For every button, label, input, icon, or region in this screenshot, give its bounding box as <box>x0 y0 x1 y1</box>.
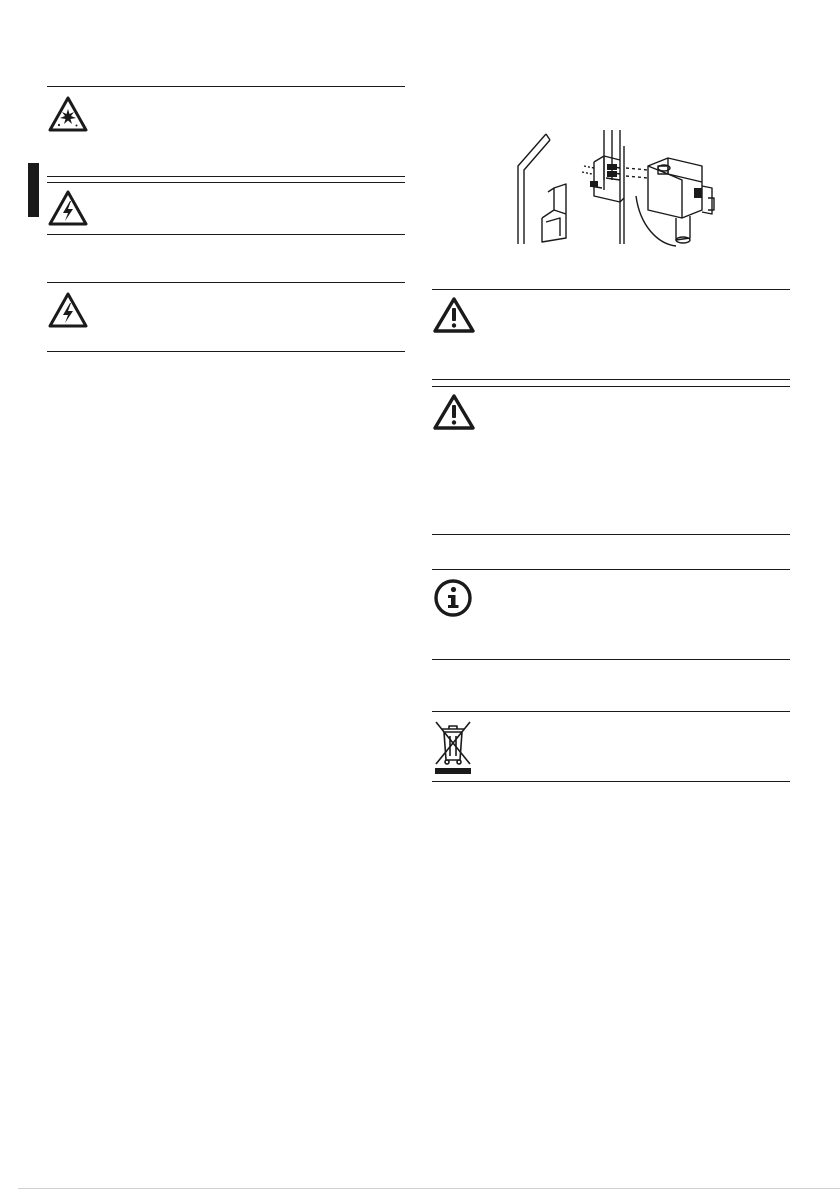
explosion-warning-icon <box>48 96 88 132</box>
notice-top-rule <box>432 569 790 570</box>
notice-bottom-rule <box>432 659 790 660</box>
valve-assembly-diagram <box>508 126 738 250</box>
weee-crossed-bin-icon <box>432 718 474 776</box>
notice-bottom-rule <box>432 781 790 782</box>
notice-top-rule <box>432 289 790 290</box>
notice-bottom-rule <box>432 534 790 535</box>
notice-top-rule <box>47 86 405 87</box>
general-warning-icon <box>433 297 475 333</box>
section-tab-marker <box>28 163 39 217</box>
general-warning-icon <box>433 394 475 430</box>
notice-divider-rule <box>432 379 790 380</box>
notice-divider-rule <box>47 176 405 177</box>
information-icon <box>433 578 473 618</box>
notice-bottom-rule <box>47 234 405 235</box>
electric-shock-warning-icon <box>48 292 88 328</box>
notice-top-rule <box>47 182 405 183</box>
notice-bottom-rule <box>47 351 405 352</box>
notice-top-rule <box>432 386 790 387</box>
page-bottom-edge <box>18 1188 840 1189</box>
electric-shock-warning-icon <box>48 190 88 226</box>
notice-top-rule <box>47 282 405 283</box>
notice-top-rule <box>432 711 790 712</box>
